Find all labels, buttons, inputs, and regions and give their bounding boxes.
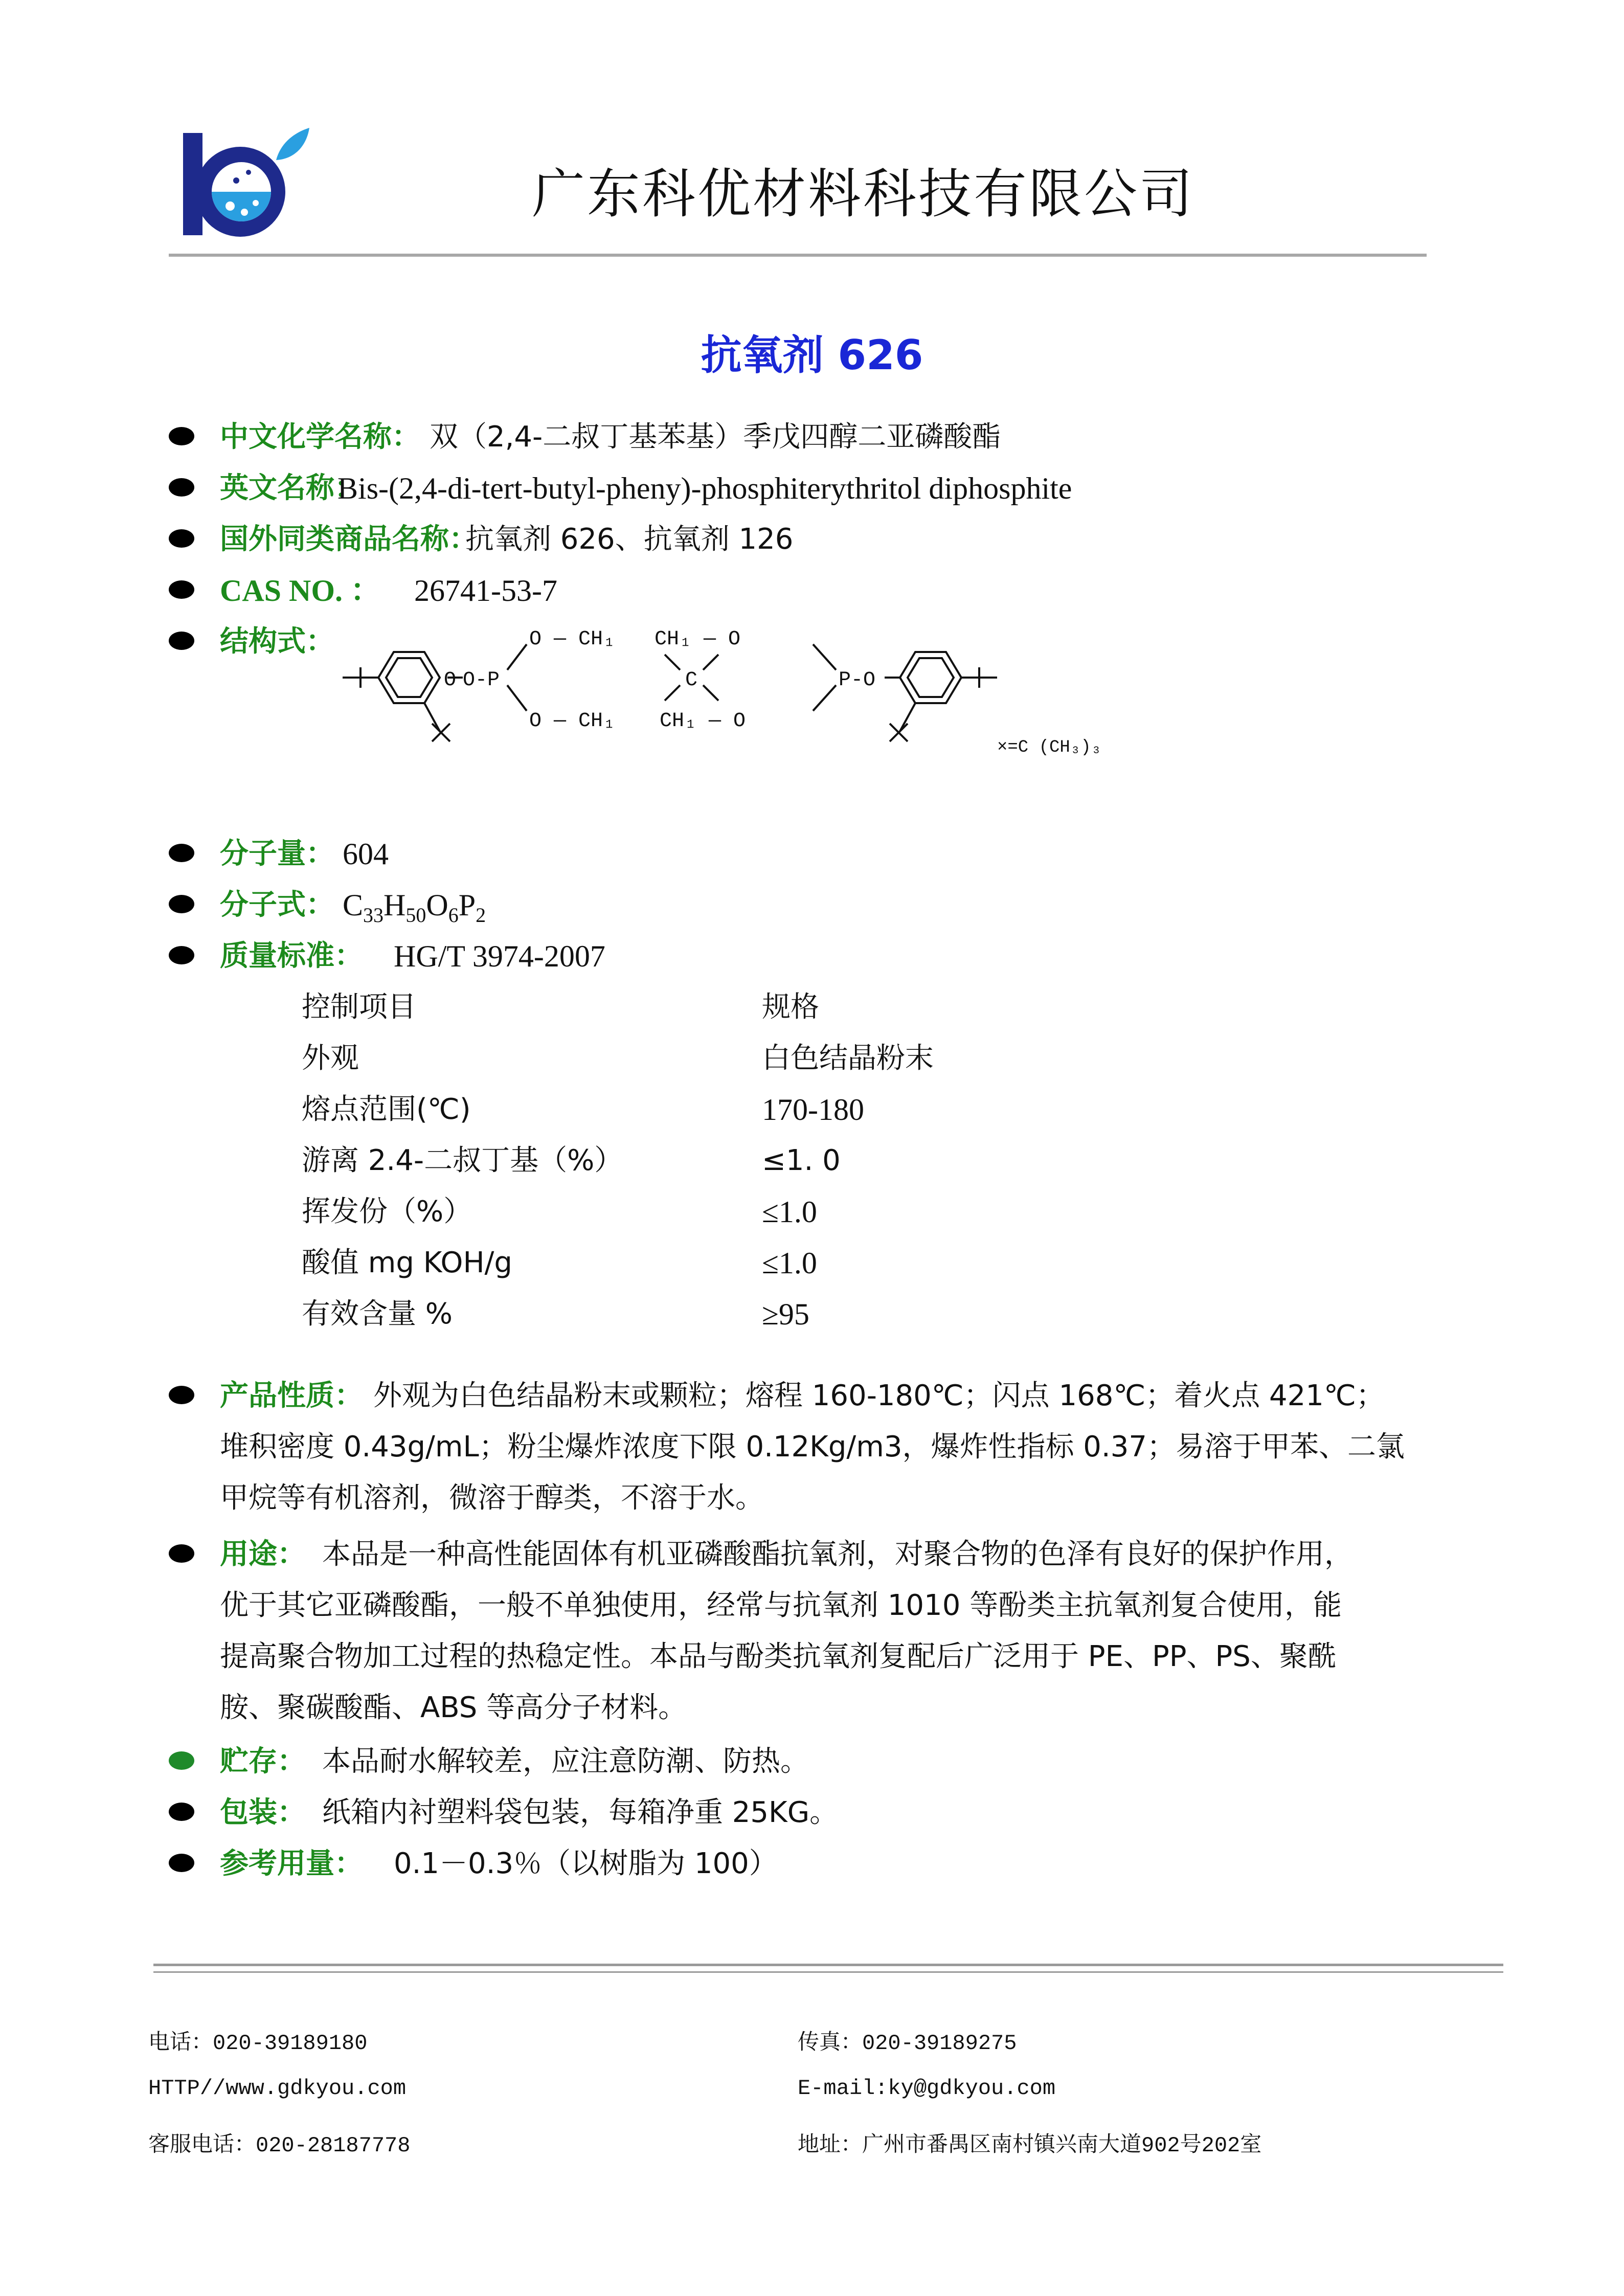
field-value: 纸箱内衬塑料袋包装，每箱净重 25KG。 bbox=[322, 1796, 839, 1829]
field-label: 英文名称： bbox=[220, 471, 363, 505]
footer-service-phone: 客服电话：020-28187778 bbox=[148, 2133, 411, 2158]
structure-o-left: O bbox=[444, 669, 457, 692]
bullet bbox=[169, 478, 194, 497]
properties-line: 堆积密度 0.43g/mL；粉尘爆炸浓度下限 0.12Kg/m3，爆炸性指标 0.37；易溶于甲苯、二氯 bbox=[220, 1430, 1405, 1464]
spec-item: 游离 2.4-二叔丁基（%） bbox=[302, 1144, 623, 1177]
properties-line: 甲烷等有机溶剂，微溶于醇类，不溶于水。 bbox=[220, 1481, 764, 1515]
footer-website: HTTP//www.gdkyou.com bbox=[148, 2076, 407, 2101]
structure-legend: ×=C (CH₃)₃ bbox=[997, 738, 1102, 757]
footer-address: 地址：广州市番禺区南村镇兴南大道902号202室 bbox=[798, 2133, 1262, 2158]
field-value: HG/T 3974-2007 bbox=[394, 939, 605, 973]
footer-fax: 传真：020-39189275 bbox=[798, 2031, 1017, 2056]
footer-phone: 电话：020-39189180 bbox=[148, 2031, 368, 2056]
structural-formula bbox=[327, 609, 1156, 782]
usage-line: 本品是一种高性能固体有机亚磷酸酯抗氧剂，对聚合物的色泽有良好的保护作用， bbox=[322, 1538, 1353, 1571]
bullet bbox=[169, 1803, 194, 1821]
field-value: 本品耐水解较差，应注意防潮、防热。 bbox=[322, 1745, 809, 1778]
section-label: 产品性质： bbox=[220, 1379, 363, 1412]
usage-line: 优于其它亚磷酸酯，一般不单独使用，经常与抗氧剂 1010 等酚类主抗氧剂复合使用，能 bbox=[220, 1589, 1342, 1622]
field-label: 包装： bbox=[220, 1796, 306, 1829]
structure-top-right: CH₁ — O bbox=[655, 628, 741, 651]
usage-line: 提高聚合物加工过程的热稳定性。本品与酚类抗氧剂复配后广泛用于 PE、PP、PS、聚酰 bbox=[220, 1640, 1337, 1673]
spec-value: ≤1.0 bbox=[762, 1195, 817, 1229]
section-label: 用途： bbox=[220, 1538, 306, 1571]
bullet bbox=[169, 946, 194, 964]
spec-item: 挥发份（%） bbox=[302, 1195, 472, 1228]
molecular-formula: $C_{33}H_{50}O_6P_2$ bbox=[343, 888, 486, 927]
bullet bbox=[169, 427, 194, 445]
structure-bottom-right: CH₁ — O bbox=[660, 710, 746, 733]
footer-email: E-mail:ky@gdkyou.com bbox=[798, 2076, 1056, 2101]
field-value: Bis-(2,4-di-tert-butyl-pheny)-phosphiterythritol diphosphite bbox=[337, 471, 1072, 505]
bullet bbox=[169, 844, 194, 862]
field-value: 26741-53-7 bbox=[414, 574, 557, 607]
company-name: 广东科优材料科技有限公司 bbox=[532, 163, 1195, 225]
field-label: 中文化学名称： bbox=[220, 420, 420, 454]
structure-center-c: C bbox=[685, 669, 698, 692]
field-value: 604 bbox=[343, 837, 389, 871]
bullet bbox=[169, 1854, 194, 1872]
field-label: 国外同类商品名称： bbox=[220, 523, 478, 556]
structure-top-left: O — CH₁ bbox=[529, 628, 616, 651]
field-value: 抗氧剂 626、抗氧剂 126 bbox=[465, 523, 794, 556]
field-label: 分子量： bbox=[220, 837, 334, 870]
structure-bottom-left: O — CH₁ bbox=[529, 710, 616, 733]
structure-p-right: P-O bbox=[839, 669, 876, 692]
spec-item: 酸值 mg KOH/g bbox=[302, 1246, 512, 1279]
field-label: CAS NO. ： bbox=[220, 574, 381, 607]
spec-value: ≤1.0 bbox=[762, 1246, 817, 1280]
company-logo bbox=[179, 120, 312, 238]
field-value: 双（2,4-二叔丁基苯基）季戊四醇二亚磷酸酯 bbox=[430, 420, 1001, 454]
bullet bbox=[169, 1386, 194, 1404]
spec-header-spec: 规格 bbox=[762, 991, 819, 1024]
spec-item: 外观 bbox=[302, 1042, 359, 1075]
field-label: 质量标准： bbox=[220, 939, 363, 973]
properties-line: 外观为白色结晶粉末或颗粒；熔程 160-180℃；闪点 168℃；着火点 421℃； bbox=[373, 1379, 1385, 1412]
structure-p-left: O-P bbox=[463, 669, 500, 692]
field-label: 参考用量： bbox=[220, 1847, 363, 1880]
bullet bbox=[169, 632, 194, 650]
header-divider bbox=[169, 254, 1427, 257]
bullet bbox=[169, 1751, 194, 1770]
bullet bbox=[169, 895, 194, 913]
spec-value: 170-180 bbox=[762, 1093, 864, 1127]
document-title: 抗氧剂 626 bbox=[701, 331, 923, 379]
bullet bbox=[169, 1544, 194, 1563]
footer-divider bbox=[153, 1964, 1503, 1973]
field-label: 结构式： bbox=[220, 625, 334, 658]
field-label: 分子式： bbox=[220, 888, 334, 921]
bullet bbox=[169, 529, 194, 548]
spec-item: 熔点范围(℃) bbox=[302, 1093, 471, 1126]
spec-item: 有效含量 % bbox=[302, 1297, 453, 1331]
bullet bbox=[169, 580, 194, 599]
field-label: 贮存： bbox=[220, 1745, 306, 1778]
field-value: 0.1－0.3％（以树脂为 100） bbox=[394, 1847, 778, 1880]
spec-value: ≤1. 0 bbox=[762, 1144, 841, 1177]
spec-value: ≥95 bbox=[762, 1297, 809, 1331]
spec-header-item: 控制项目 bbox=[302, 991, 416, 1024]
spec-value: 白色结晶粉末 bbox=[762, 1042, 934, 1075]
usage-line: 胺、聚碳酸酯、ABS 等高分子材料。 bbox=[220, 1691, 687, 1724]
